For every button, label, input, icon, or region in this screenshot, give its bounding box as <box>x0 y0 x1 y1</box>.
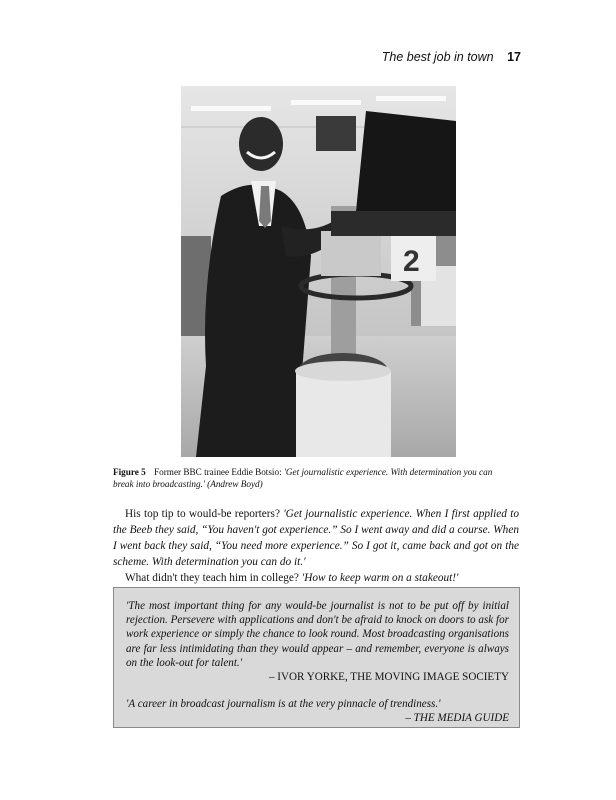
figure-caption-quote: 'Get journalistic experience. With determination you can break into broadcasting.' <box>113 467 493 489</box>
svg-text:2: 2 <box>403 245 420 278</box>
figure-label: Figure 5 <box>113 467 146 477</box>
quote-box <box>113 587 520 728</box>
page-number: 17 <box>507 50 521 64</box>
body-paragraph <box>113 506 519 570</box>
body-paragraph-quote: 'Get journalistic experience. When I first applied to the Beeb they said, “You haven't got experience.” So I went away and did a course. When I went back they said, “You need more experience.” So I got it, came back and got on the scheme. With determination you can do it.' <box>113 508 519 568</box>
figure-credit: (Andrew Boyd) <box>207 479 263 489</box>
photo-portrait-with-tv-camera-icon <box>181 86 456 457</box>
running-head-title: The best job in town <box>381 50 494 64</box>
figure-caption <box>113 466 513 490</box>
body-paragraph-quote: 'How to keep warm on a stakeout!' <box>301 572 459 584</box>
quote-attribution: – THE MEDIA GUIDE <box>405 712 509 725</box>
figure-photo <box>181 86 456 457</box>
body-paragraph-plain: His top tip to would-be reporters? <box>125 508 280 520</box>
figure-caption-text: Former BBC trainee Eddie Botsio: <box>154 467 282 477</box>
body-paragraph-plain: What didn't they teach him in college? <box>125 572 299 584</box>
quote-attribution: – IVOR YORKE, THE MOVING IMAGE SOCIETY <box>268 671 509 684</box>
quote-text: 'The most important thing for any would-be journalist is not to be put off by initial rejection. Persevere with applications and don't be afraid to knock on doors to ask for work experience or simply the chance to look round. Most broadcasting organisations are far less intimidating than they would appear – and remember, everyone is always on the look-out for talent.' <box>126 600 509 669</box>
body-paragraph <box>113 570 519 586</box>
quote-text: 'A career in broadcast journalism is at the very pinnacle of trendiness.' <box>126 698 441 711</box>
body-text <box>113 506 519 586</box>
running-head <box>382 50 521 64</box>
